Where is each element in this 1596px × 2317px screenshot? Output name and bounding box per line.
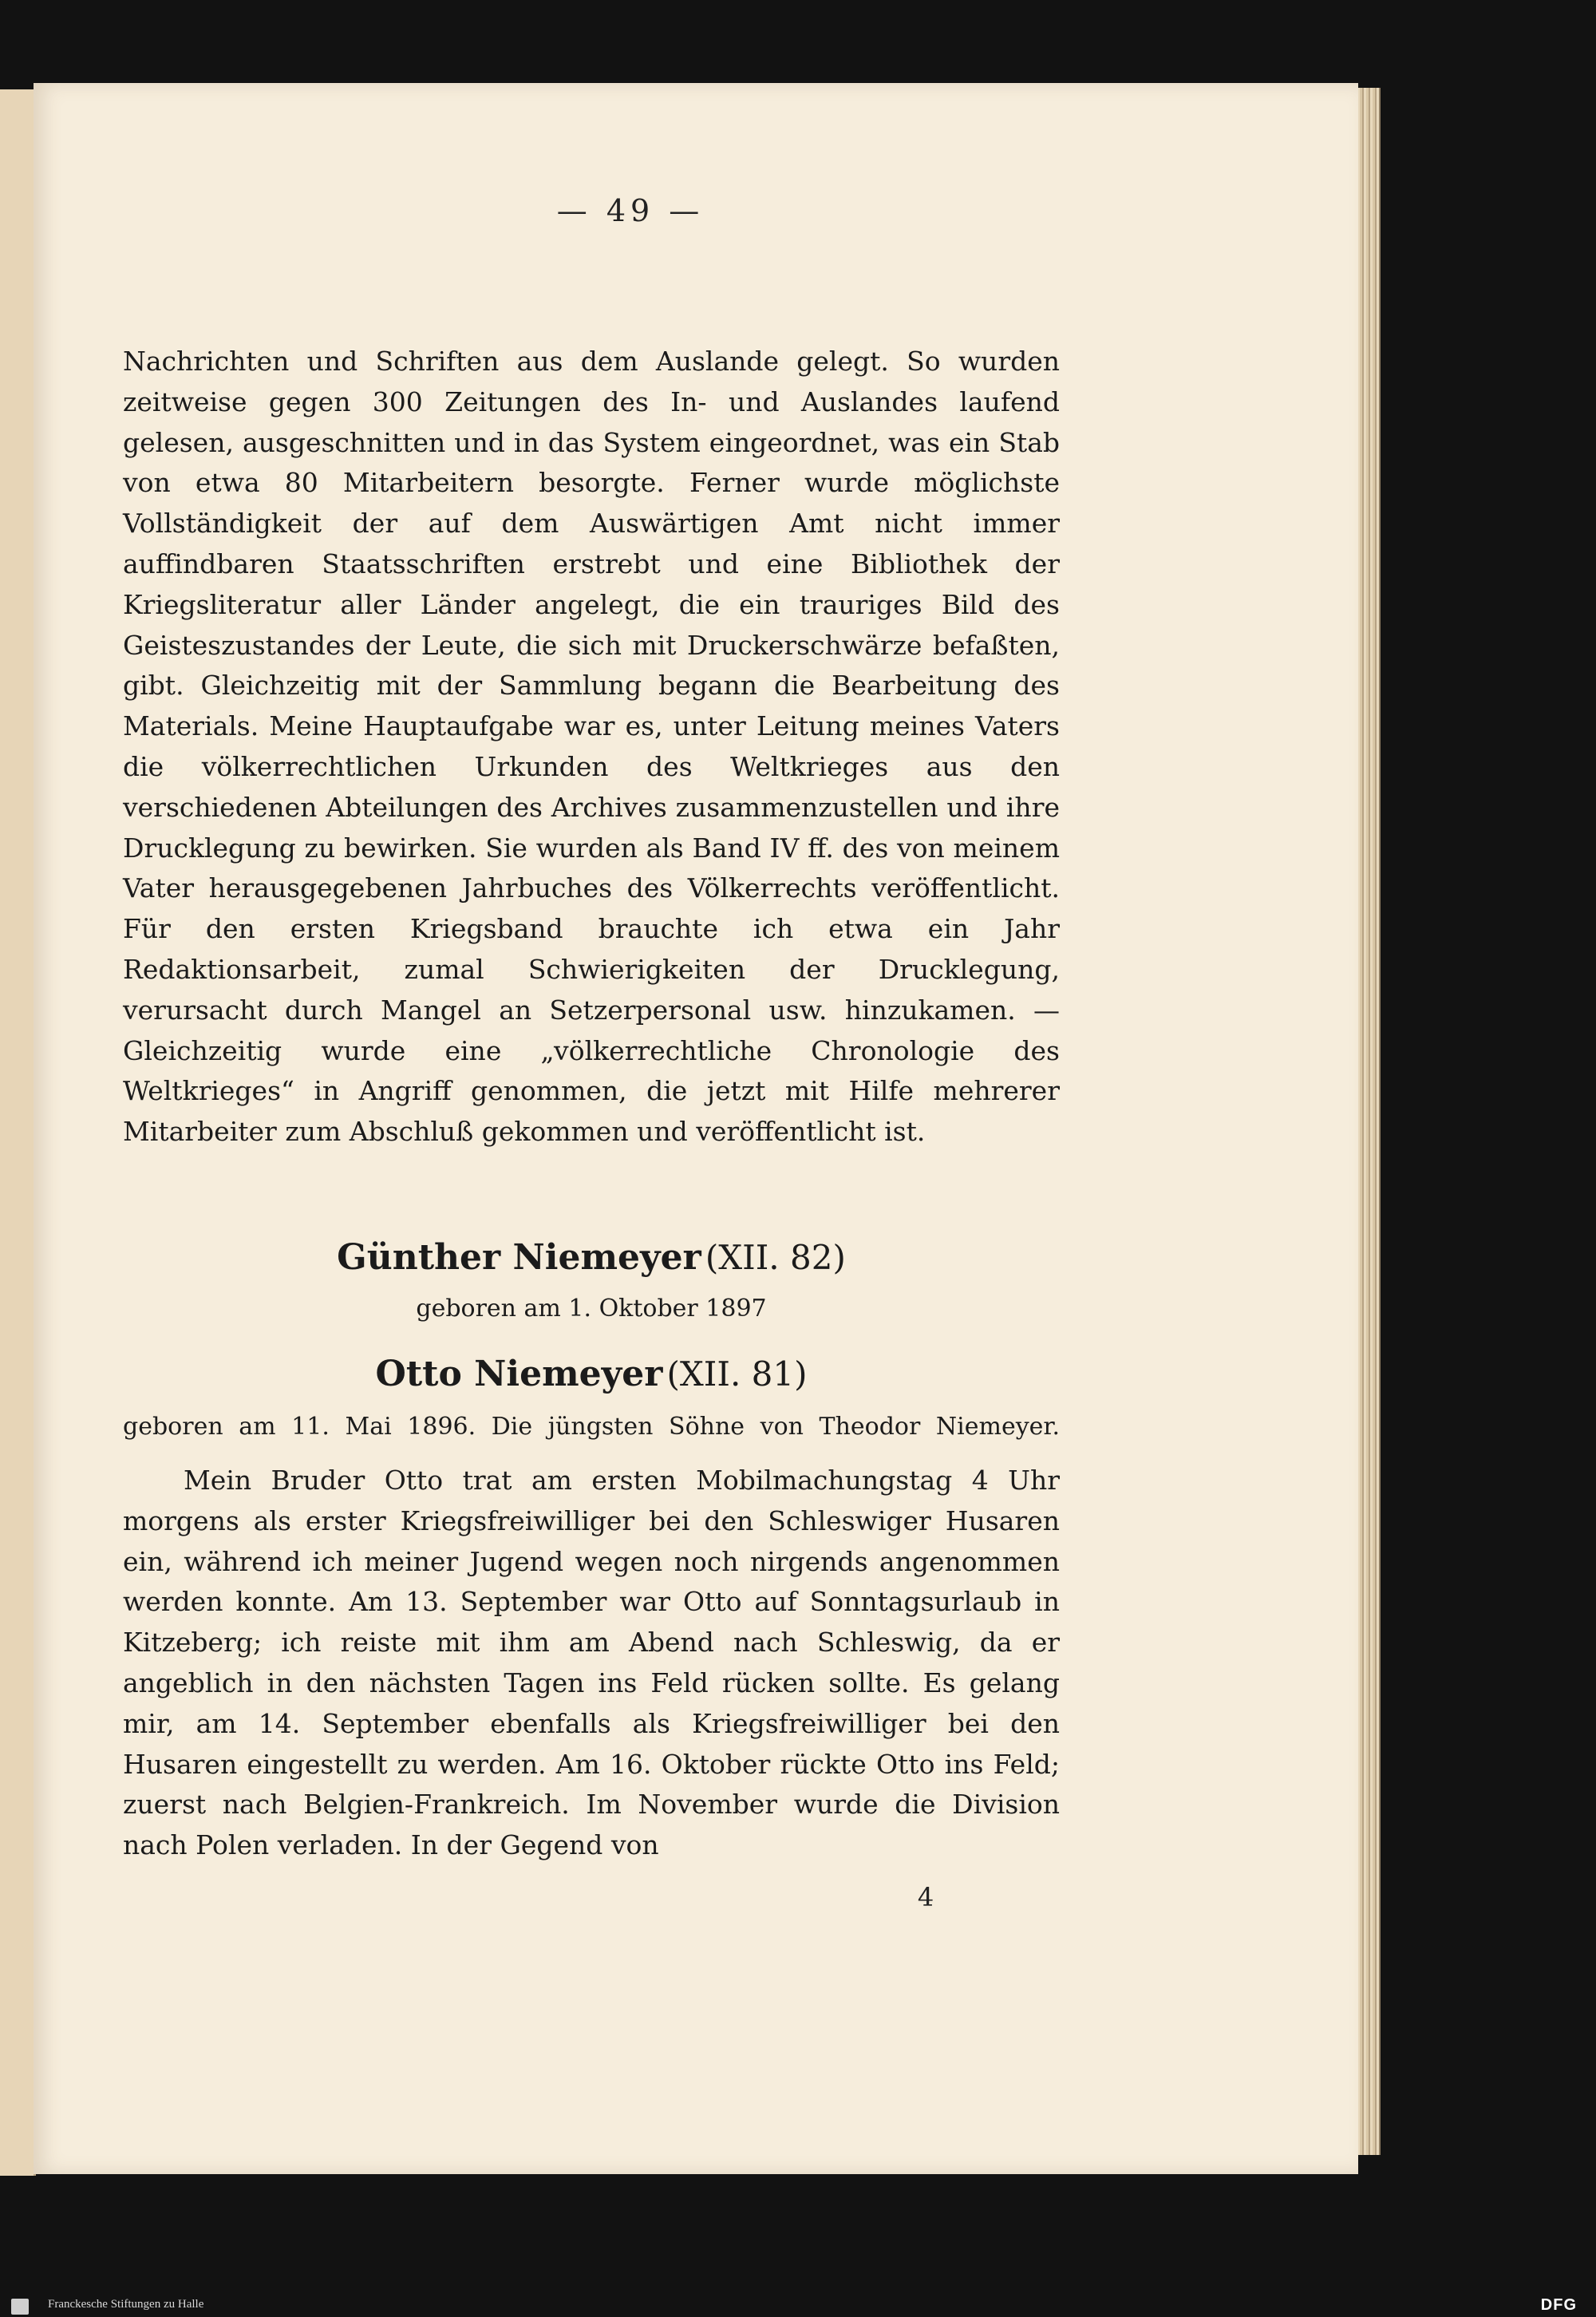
institution-name: Franckesche Stiftungen zu Halle (48, 2298, 204, 2311)
institution-logo-icon (11, 2299, 29, 2315)
signature-mark: 4 (917, 1882, 934, 1912)
page-number: — 49 — (556, 193, 705, 228)
section-heading-guenther (123, 1237, 1060, 1278)
heading-name: Otto Niemeyer (375, 1354, 663, 1394)
heading-genealogy-code: (XII. 82) (705, 1238, 846, 1277)
facing-page-edge (0, 89, 36, 2176)
dfg-logo: DFG (1540, 2296, 1577, 2314)
heading-name: Günther Niemeyer (337, 1237, 701, 1278)
body-paragraph-2: Mein Bruder Otto trat am ersten Mobilmachungstag 4 Uhr morgens als erster Kriegsfreiwilliger bei den Schleswiger Husaren ein, während ich meiner Jugend wegen noch nirgends angenommen werden konnte. Am 13. September war Otto auf Sonntagsurlaub in Kitzeberg; ich reiste mit ihm am Abend nach Schleswig, da er angeblich in den nächsten Tagen ins Feld rücken sollte. Es gelang mir, am 14. September ebenfalls als Kriegsfreiwilliger bei den Husaren eingestellt zu werden. Am 16. Oktober rückte Otto ins Feld; zuerst nach Belgien-Frankreich. Im November wurde die Division nach Polen verladen. In der Gegend von (123, 1465, 1060, 1861)
birth-line-otto: geboren am 11. Mai 1896. Die jüngsten Söhne von Theodor Niemeyer. (123, 1413, 1060, 1441)
heading-genealogy-code: (XII. 81) (666, 1354, 808, 1394)
birth-line-guenther: geboren am 1. Oktober 1897 (416, 1295, 767, 1323)
viewer-footer (0, 2295, 1596, 2317)
section-heading-otto (123, 1354, 1060, 1394)
body-paragraph-1: Nachrichten und Schriften aus dem Auslande gelegt. So wurden zeitweise gegen 300 Zeitungen des In- und Auslandes laufend gelesen, ausgeschnitten und in das System eingeordnet, was ein Stab von etwa 80 Mitarbeitern besorgte. Ferner wurde möglichste Vollständigkeit der auf dem Auswärtigen Amt nicht immer auffindbaren Staatsschriften erstrebt und eine Bibliothek der Kriegsliteratur aller Länder angelegt, die ein trauriges Bild des Geisteszustandes der Leute, die sich mit Druckerschwärze befaßten, gibt. Gleichzeitig mit der Sammlung begann die Bearbeitung des Materials. Meine Hauptaufgabe war es, unter Leitung meines Vaters die völkerrechtlichen Urkunden des Weltkrieges aus den verschiedenen Abteilungen des Archives zusammenzustellen und ihre Drucklegung zu bewirken. Sie wurden als Band IV ff. des von meinem Vater herausgegebenen Jahrbuches des Völkerrechts veröffentlicht. Für den ersten Kriegsband brauchte ich etwa ein Jahr Redaktionsarbeit, zumal Schwierigkeiten der Drucklegung, verursacht durch Mangel an Setzerpersonal usw. hinzukamen. — Gleichzeitig wurde eine „völkerrechtliche Chronologie des Weltkrieges“ in Angriff genommen, die jetzt mit Hilfe mehrerer Mitarbeiter zum Abschluß gekommen und veröffentlicht ist. (123, 346, 1060, 1148)
